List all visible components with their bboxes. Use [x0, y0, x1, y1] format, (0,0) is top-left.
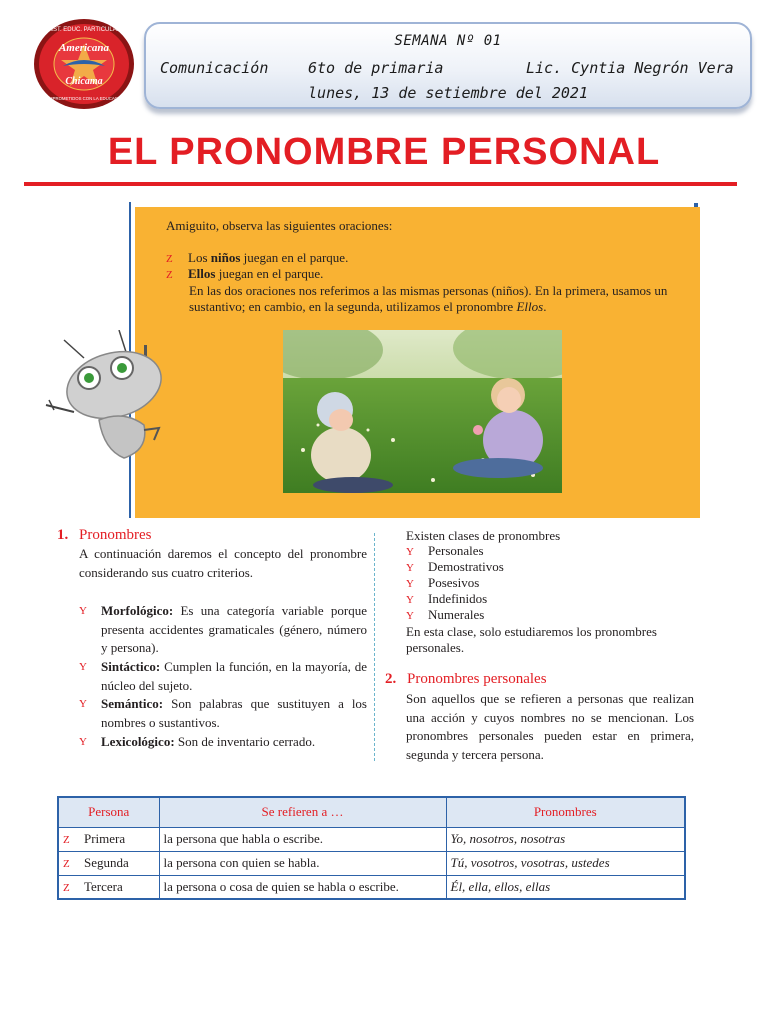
- cell-pronouns: Yo, nosotros, nosotras: [446, 827, 685, 851]
- criterion-morphological: [79, 602, 367, 658]
- personal-pronouns-table: [57, 796, 686, 900]
- cell-persona: [58, 875, 159, 899]
- table-header-row: [58, 797, 685, 827]
- class-label: Numerales: [428, 607, 485, 622]
- class-label: Demostrativos: [428, 559, 504, 574]
- column-divider: [374, 533, 375, 761]
- cell-text: Segunda: [84, 855, 129, 870]
- section-number: 2.: [385, 671, 397, 687]
- criterion-lexicological: [79, 733, 367, 752]
- cell-refers-to: la persona que habla o escribe.: [159, 827, 446, 851]
- bullet-mark: Y: [79, 698, 87, 710]
- row-mark: Z: [63, 881, 70, 894]
- cell-persona: [58, 851, 159, 875]
- explanation-pronoun: Ellos: [516, 299, 544, 314]
- section-number: 1.: [57, 527, 69, 543]
- row-mark: Z: [63, 857, 70, 870]
- criterion-term: Morfológico:: [101, 603, 174, 618]
- table-row: [58, 875, 685, 899]
- bullet-mark: Z: [166, 269, 173, 281]
- criterion-term: Sintáctico:: [101, 659, 161, 674]
- table-row: [58, 827, 685, 851]
- cell-persona: [58, 827, 159, 851]
- class-label: Posesivos: [428, 575, 480, 590]
- subject-label: Comunicación: [160, 59, 269, 77]
- criterion-term: Lexicológico:: [101, 734, 175, 749]
- header-info-box: [144, 22, 752, 109]
- criterion-term: Semántico:: [101, 696, 164, 711]
- title-underline: [24, 182, 737, 186]
- classes-note: En esta clase, solo estudiaremos los pronombres personales.: [406, 624, 657, 655]
- class-label: Personales: [428, 543, 484, 558]
- cell-refers-to: la persona o cosa de quien se habla o escribe.: [159, 875, 446, 899]
- cell-text: Tercera: [84, 878, 123, 894]
- class-label: Indefinidos: [428, 591, 488, 606]
- criterion-text: Son palabras que sustituyen a los nombres o sustantivos.: [101, 696, 367, 730]
- explanation-end: .: [543, 299, 547, 314]
- bullet-mark: Y: [79, 736, 87, 748]
- section-1-intro: A continuación daremos el concepto del pronombre considerando sus cuatro criterios.: [79, 546, 367, 580]
- sentence-text: Los: [188, 250, 211, 265]
- criterion-text: Es una categoría variable porque presenta accidentes gramaticales (género, número y persona).: [101, 603, 367, 655]
- bullet-mark: Y: [406, 578, 414, 590]
- page-title: EL PRONOMBRE PERSONAL: [107, 131, 661, 173]
- logo-motto: COMPROMETIDOS CON LA EDUCACIÓN: [42, 96, 126, 101]
- sentence-pronoun: Ellos: [188, 266, 216, 281]
- criterion-text: Son de inventario cerrado.: [174, 734, 316, 749]
- column-header: Persona: [58, 797, 159, 827]
- bullet-mark: Y: [79, 605, 87, 617]
- criterion-semantic: [79, 695, 367, 732]
- cell-pronouns: Tú, vosotros, vosotras, ustedes: [446, 851, 685, 875]
- criterion-syntactic: [79, 658, 367, 695]
- column-header: Pronombres: [446, 797, 685, 827]
- cell-text: Primera: [84, 831, 126, 846]
- row-mark: Z: [63, 833, 70, 846]
- section-2-definition: Son aquellos que se refieren a personas que realizan una acción y cuyos nombres no se mencionan. Los pronombres personales pueden estar en primera, segunda y tercera persona.: [406, 691, 694, 762]
- criterion-text: Cumplen la función, en la mayoría, de núcleo del sujeto.: [101, 659, 367, 693]
- panel-intro: Amiguito, observa las siguientes oraciones:: [166, 218, 393, 233]
- class-item: [406, 591, 487, 608]
- section-title: Pronombres personales: [407, 671, 547, 687]
- class-item: [406, 559, 504, 576]
- bullet-mark: Y: [79, 661, 87, 673]
- classes-intro: Existen clases de pronombres: [406, 528, 561, 543]
- teacher-label: Lic. Cyntia Negrón Vera: [526, 59, 734, 77]
- grade-label: 6to de primaria: [308, 59, 444, 77]
- robot-illustration: [44, 330, 166, 460]
- explanation-text: En las dos oraciones nos referimos a las mismas personas (niños). En la primera, usamos un sustantivo; en cambio, en la segunda, utilizamos el pronombre: [189, 283, 668, 314]
- week-label: SEMANA Nº 01: [394, 33, 502, 49]
- bullet-mark: Y: [406, 546, 414, 558]
- sentence-noun: niños: [210, 250, 241, 265]
- example-sentence-2: [166, 266, 323, 283]
- cell-pronouns: Él, ella, ellos, ellas: [446, 875, 685, 899]
- bullet-mark: Z: [166, 253, 173, 265]
- example-sentence-1: [166, 250, 348, 267]
- sentence-text: juegan en el parque.: [240, 250, 349, 265]
- section-2-heading: [385, 671, 547, 688]
- children-playing-photo: [283, 330, 562, 493]
- date-label: lunes, 13 de setiembre del 2021: [308, 84, 588, 102]
- class-item: [406, 607, 484, 624]
- school-logo: [33, 18, 135, 110]
- logo-city: Chicama: [65, 76, 103, 87]
- cell-refers-to: la persona con quien se habla.: [159, 851, 446, 875]
- column-header: Se refieren a …: [159, 797, 446, 827]
- class-item: [406, 543, 484, 560]
- class-item: [406, 575, 479, 592]
- sentence-text: juegan en el parque.: [215, 266, 324, 281]
- bullet-mark: Y: [406, 562, 414, 574]
- panel-explanation: [189, 283, 679, 315]
- logo-top-text: INST. EDUC. PARTICULAR: [46, 27, 122, 33]
- bullet-mark: Y: [406, 610, 414, 622]
- table-row: [58, 851, 685, 875]
- section-1-heading: [57, 527, 152, 544]
- logo-name: Americana: [58, 42, 110, 54]
- section-title: Pronombres: [79, 527, 152, 543]
- bullet-mark: Y: [406, 594, 414, 606]
